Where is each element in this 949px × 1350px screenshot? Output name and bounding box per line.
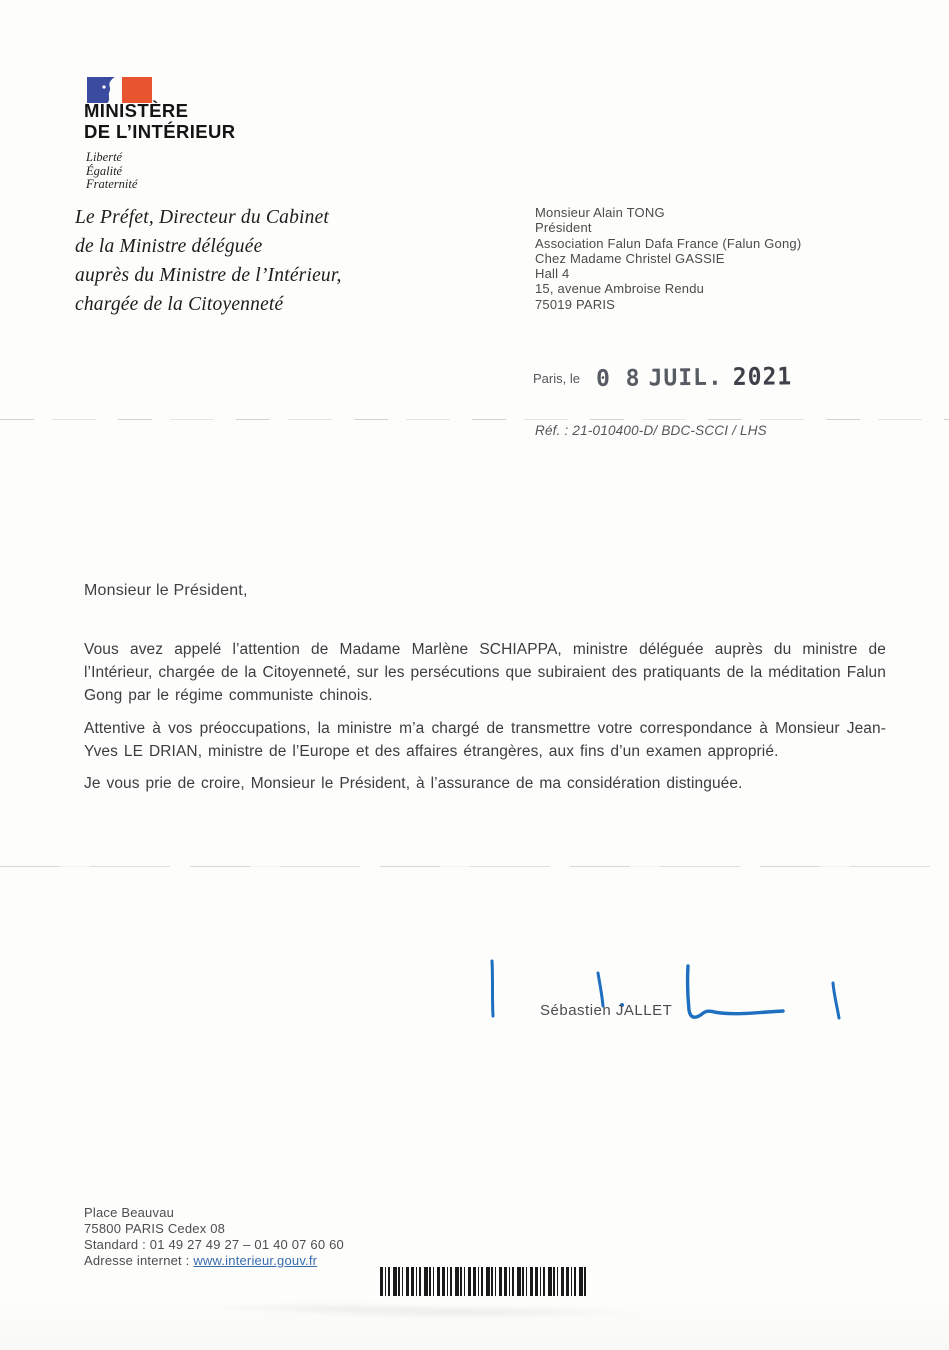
footer-contact-block (84, 1205, 344, 1269)
sender-line: auprès du Ministre de l’Intérieur, (75, 265, 342, 286)
ministry-title-line2: DE L’INTÉRIEUR (84, 120, 236, 142)
recipient-address-block (535, 205, 801, 312)
body-paragraph-2: Attentive à vos préoccupations, la ministre m’a chargé de transmettre votre correspondance à Monsieur Jean-Yves LE DRIAN, ministre de l’Europe et des affaires étrangères, aux fins d’un examen approprié. (84, 719, 886, 760)
footer-internet-line (84, 1253, 344, 1269)
date-stamp (596, 364, 792, 392)
body-paragraph-1: Vous avez appelé l’attention de Madame Marlène SCHIAPPA, ministre déléguée auprès du ministre de l’Intérieur, chargée de la Citoyenneté, sur les persécutions que subiraient des pratiquants de la méditation Falun Gong par le régime communiste chinois. (84, 641, 886, 705)
date-prefix: Paris, le (533, 370, 580, 386)
stamp-month: JUIL. (648, 364, 723, 392)
recipient-line: Hall 4 (535, 266, 570, 282)
signatory-name: Sébastien JALLET (540, 1002, 673, 1019)
recipient-line: Chez Madame Christel GASSIE (535, 250, 725, 266)
recipient-line: Monsieur Alain TONG (535, 205, 665, 220)
paper-fold-line (0, 419, 949, 420)
sender-line: Le Préfet, Directeur du Cabinet (75, 207, 330, 228)
recipient-line: Association Falun Dafa France (Falun Gong) (535, 235, 802, 251)
salutation: Monsieur le Président, (84, 582, 248, 599)
body-paragraph-3: Je vous prie de croire, Monsieur le Président, à l’assurance de ma considération distinguée. (84, 775, 743, 793)
footer-address-line1: Place Beauvau (84, 1205, 175, 1220)
footer-phone-line: Standard : 01 49 27 49 27 – 01 40 07 60 60 (84, 1236, 344, 1252)
paper-fold-line (0, 866, 949, 867)
ministry-website-url: www.interieur.gouv.fr (193, 1252, 318, 1268)
barcode (380, 1267, 587, 1296)
scan-smudge-artifact (0, 1296, 949, 1350)
recipient-line: 75019 PARIS (535, 296, 616, 312)
ministry-title (84, 101, 236, 142)
sender-title-block (75, 203, 342, 319)
stamp-year: 2021 (732, 363, 793, 392)
footer-internet-label: Adresse internet : (84, 1252, 194, 1268)
recipient-line: 15, avenue Ambroise Rendu (535, 281, 705, 297)
republic-motto (86, 151, 137, 192)
motto-fraternite: Fraternité (86, 177, 138, 191)
stamp-day: 0 8 (595, 365, 641, 393)
dateline (533, 360, 792, 396)
letter-body (84, 638, 886, 804)
reference-number: Réf. : 21-010400-D/ BDC-SCCI / LHS (535, 423, 767, 438)
recipient-line: Président (535, 220, 592, 236)
ministry-title-line1: MINISTÈRE (84, 100, 189, 121)
sender-line: chargée de la Citoyenneté (75, 294, 284, 315)
signature-block (440, 948, 860, 1058)
motto-liberte: Liberté (86, 150, 123, 164)
footer-address-line2: 75800 PARIS Cedex 08 (84, 1220, 226, 1236)
sender-line: de la Ministre déléguée (75, 236, 263, 257)
motto-egalite: Égalité (86, 163, 123, 178)
